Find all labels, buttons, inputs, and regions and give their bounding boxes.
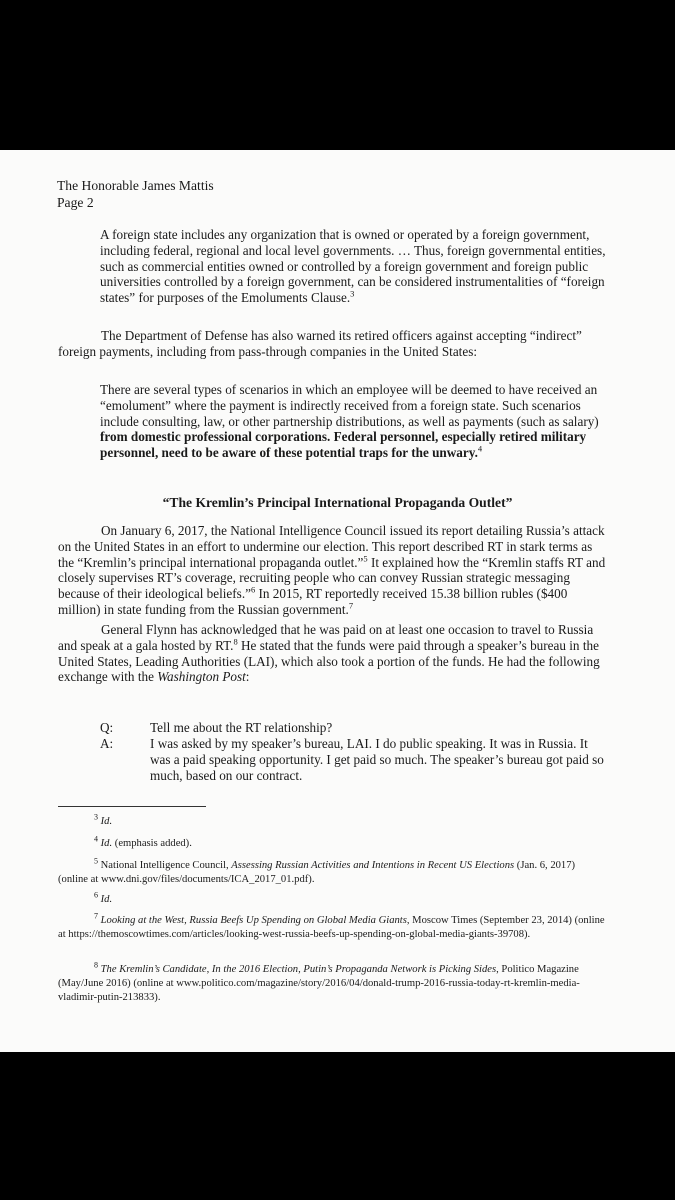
paragraph-dod-warning [58, 328, 606, 360]
footnote-ref: 3 [350, 288, 355, 299]
footnote-text: , Politico Magazine (May/June 2016) (online at www.politico.com/magazine/story/2016/04/donald-trump-2016-russia-today-rt-kremlin-media-vladimir-putin-213833). [58, 964, 580, 1003]
footnote-citation: The Kremlin’s Candidate, In the 2016 Election, Putin’s Propaganda Network is Picking Sides [100, 964, 497, 975]
page-number: Page 2 [57, 195, 94, 210]
question-label: Q: [100, 720, 114, 735]
footnote-number: 4 [94, 834, 98, 844]
document-page [0, 150, 675, 1052]
newspaper-title: Washington Post [157, 669, 246, 685]
question-text: Tell me about the RT relationship? [150, 720, 333, 735]
paragraph-flynn [58, 622, 606, 685]
footnote-citation: Assessing Russian Activities and Intentions in Recent US Elections [231, 860, 515, 871]
letter-header [57, 177, 214, 211]
quote-text: There are several types of scenarios in which an employee will be deemed to have received an “emolument” where the payment is indirectly received from a foreign state. Such scenarios include consulting, law, or other partnership distributions, as well as payments (such as salary) [100, 382, 599, 429]
footnote-6 [58, 890, 606, 907]
paragraph-text: : [245, 669, 250, 685]
footnote-ref: 5 [363, 553, 368, 564]
footnote-text: Id. [100, 894, 113, 905]
quote-text: A foreign state includes any organization that is owned or operated by a foreign government, including federal, regional and local level governments. … Thus, foreign governmental entities, such as commercial entities owned or controlled by a foreign government and foreign public universities controlled by a foreign government, can be considered instrumentalities of “foreign states” for purposes of the Emoluments Clause. [100, 227, 606, 306]
answer-label: A: [100, 736, 114, 751]
paragraph-text: General Flynn has acknowledged that he was paid on at least one occasion to travel to Russia and speak at a gala hosted by RT. [58, 622, 594, 653]
footnote-ref: 4 [477, 443, 483, 454]
footnote-number: 6 [94, 890, 98, 900]
paragraph-text: On January 6, 2017, the National Intelligence Council issued its report detailing Russia’s attack on the United States in an effort to undermine our election. This report described RT in stark terms as the “Kremlin’s principal international propaganda outlet.” [58, 523, 605, 570]
footnote-5 [58, 856, 606, 887]
footnote-divider [58, 806, 206, 807]
footnote-ref: 7 [348, 600, 354, 611]
footnote-7 [58, 911, 606, 942]
footnote-number: 3 [94, 812, 98, 822]
footnote-ref: 6 [250, 584, 256, 595]
addressee: The Honorable James Mattis [57, 178, 214, 193]
footnote-text: Id. [100, 816, 113, 827]
section-heading: “The Kremlin’s Principal International Propaganda Outlet” [162, 495, 513, 510]
footnote-3 [58, 812, 606, 829]
footnote-4 [58, 834, 606, 851]
footnote-number: 7 [94, 911, 98, 921]
quote-emphasis: from domestic professional corporations. Federal personnel, especially retired military personnel, need to be aware of these potential traps for the unwary. [100, 429, 587, 461]
footnote-number: 8 [94, 960, 98, 970]
footnote-text: , Moscow Times (September 23, 2014) (online at https://themoscowtimes.com/articles/looking-west-russia-beefs-up-spending-on-global-media-giants-39708). [58, 915, 605, 940]
footnote-citation: Looking at the West, Russia Beefs Up Spending on Global Media Giants [100, 915, 407, 926]
paragraph-text: It explained how the “Kremlin staffs RT and closely supervises RT’s coverage, recruiting people who can convey Russian strategic messaging because of their ideological beliefs.” [58, 554, 606, 602]
paragraph-nic-report [58, 523, 606, 618]
footnote-text: National Intelligence Council, [100, 860, 232, 871]
footnote-text: (Jan. 6, 2017) (online at www.dni.gov/files/documents/ICA_2017_01.pdf). [58, 860, 576, 885]
block-quote-emolument [100, 382, 606, 461]
paragraph-text: He stated that the funds were paid through a speaker’s bureau in the United States, Leading Authorities (LAI), which also took a portion of the funds. He had the following exchange with the [58, 637, 600, 685]
paragraph-text: In 2015, RT reportedly received 15.38 billion rubles ($400 million) in state funding from the Russian government. [58, 586, 568, 617]
answer-text: I was asked by my speaker’s bureau, LAI. I do public speaking. It was in Russia. It was a paid speaking opportunity. I get paid so much. The speaker’s bureau got paid so much, based on our contract. [150, 736, 604, 783]
footnote-8 [58, 960, 606, 1005]
paragraph-text: The Department of Defense has also warned its retired officers against accepting “indirect” foreign payments, including from pass-through companies in the United States: [58, 328, 582, 359]
footnote-ref: 8 [233, 636, 238, 647]
footnote-citation: Id. [100, 838, 113, 849]
block-quote-foreign-state [100, 227, 606, 306]
footnote-text: (emphasis added). [112, 838, 192, 849]
footnote-number: 5 [94, 856, 98, 866]
